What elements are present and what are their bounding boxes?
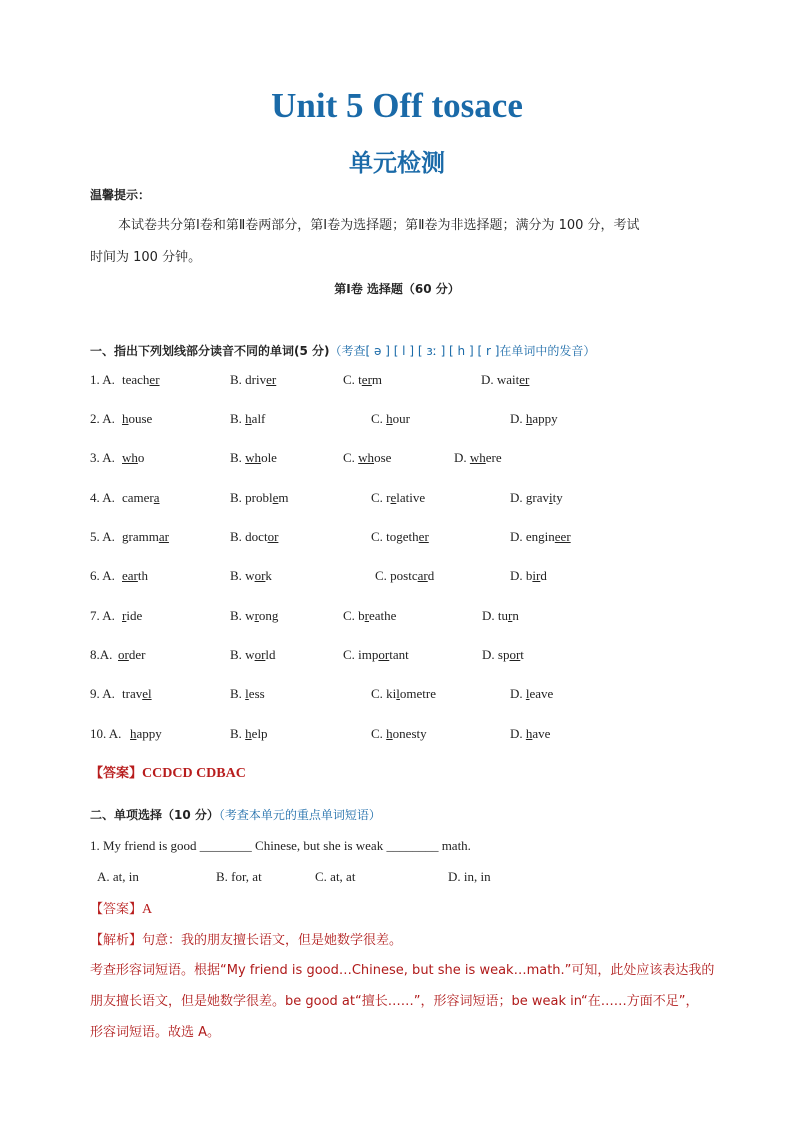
question-4-option-d [510, 489, 563, 507]
option-suffix: ty [552, 490, 563, 505]
option-suffix: ong [258, 608, 279, 623]
question-number: 7. A. [90, 608, 115, 623]
option-suffix: t [520, 647, 524, 662]
answer-label: 【答案】 [90, 766, 143, 781]
option-prefix: D. sp [482, 647, 510, 662]
section2-heading: 二、单项选择（10 分） [90, 808, 219, 822]
question-4-option-a [122, 489, 160, 507]
option-prefix: B. [230, 411, 246, 426]
question-7-option-b [230, 607, 278, 625]
underlined-letters: or [254, 647, 266, 662]
underlined-letters: or [267, 529, 279, 544]
question-6-option-c [375, 567, 434, 585]
option-suffix: k [265, 568, 272, 583]
option-suffix: ometre [399, 686, 437, 701]
underlined-letters: ar [417, 568, 428, 583]
option-prefix: D. grav [510, 490, 549, 505]
analysis-line-3: 朋友擅长语文，但是她数学很差。be good at“擅长……”，形容词短语；be weak in“在……方面不足”， [90, 994, 699, 1009]
option-prefix: B. w [230, 568, 255, 583]
page-title: Unit 5 Off tosace [271, 86, 523, 125]
option-prefix: C. [343, 450, 359, 465]
option-prefix: D. tu [482, 608, 508, 623]
underlined-letters: r [508, 608, 513, 623]
option-prefix: teach [122, 372, 150, 387]
option-prefix: B. [230, 686, 246, 701]
option-suffix: d [540, 568, 547, 583]
question-5-option-d [510, 528, 571, 546]
question-2-option-a [122, 410, 152, 428]
section2-question-1: 1. My friend is good ________ Chinese, but she is weak ________ math. [90, 838, 471, 853]
volume-heading: 第Ⅰ卷 选择题（60 分） [334, 282, 460, 296]
question-number: 2. A. [90, 411, 115, 426]
option-suffix: our [392, 411, 411, 426]
question-7-option-d [482, 607, 519, 625]
question-3-option-c [343, 449, 391, 467]
analysis-line-1-row [90, 931, 402, 950]
underlined-letters: wh [122, 450, 138, 465]
underlined-letters: er [519, 372, 530, 387]
underlined-letters: a [153, 490, 160, 505]
option-suffix: appy [532, 411, 558, 426]
underlined-letters: r [254, 608, 259, 623]
underlined-letters: or [118, 647, 129, 662]
option-suffix: m [278, 490, 289, 505]
question-1-option-d [481, 371, 529, 389]
option-prefix: C. [371, 726, 387, 741]
underlined-letters: wh [245, 450, 262, 465]
underlined-letters: er [149, 372, 160, 387]
option-prefix: B. w [230, 608, 255, 623]
option-suffix: onesty [392, 726, 427, 741]
question-10-option-a [130, 725, 162, 743]
underlined-letters: wh [469, 450, 486, 465]
section1-heading-row [90, 342, 595, 360]
option-suffix: ide [126, 608, 143, 623]
underlined-letters: h [525, 726, 533, 741]
option-suffix: d [427, 568, 435, 583]
question-6-option-a [122, 567, 148, 585]
option-prefix: C. togeth [371, 529, 419, 544]
option-suffix: eathe [369, 608, 397, 623]
question-9-option-a [122, 685, 152, 703]
question-9-option-c [371, 685, 436, 703]
question-number: 10. A. [90, 726, 122, 741]
question-10-option-b [230, 725, 268, 743]
section2-answer-label: 【答案】 [90, 902, 143, 917]
question-4-option-b [230, 489, 289, 507]
option-prefix: C. postc [375, 568, 418, 583]
option-prefix: C. t [343, 372, 362, 387]
section2-answer-row [90, 900, 152, 919]
option-prefix: D. [510, 686, 526, 701]
question-8-option-b [230, 646, 276, 664]
question-6-option-b [230, 567, 272, 585]
underlined-letters: h [386, 411, 393, 426]
option-prefix: D. [510, 726, 526, 741]
underlined-letters: er [361, 372, 372, 387]
section2-heading-row [90, 806, 381, 824]
underlined-letters: h [130, 726, 137, 741]
underlined-letters: h [525, 411, 533, 426]
option-prefix: B. w [230, 647, 255, 662]
question-number: 5. A. [90, 529, 115, 544]
underlined-letters: h [245, 411, 252, 426]
option-suffix: eave [529, 686, 554, 701]
option-prefix: camer [122, 490, 154, 505]
tips-heading: 温馨提示： [90, 188, 151, 202]
question-7-option-a [122, 607, 142, 625]
option-suffix: appy [136, 726, 162, 741]
underlined-letters: er [418, 529, 429, 544]
question-2-option-d [510, 410, 558, 428]
option-prefix: D. wait [481, 372, 520, 387]
question-3-option-d [454, 449, 502, 467]
option-suffix: tant [389, 647, 409, 662]
question-1-option-a [122, 371, 160, 389]
option-suffix: elp [251, 726, 268, 741]
tips-line-2: 时间为 100 分钟。 [90, 250, 202, 265]
underlined-letters: el [142, 686, 152, 701]
option-prefix: B. probl [230, 490, 273, 505]
option-prefix: C. [371, 411, 387, 426]
question-8-option-d [482, 646, 524, 664]
question-number: 9. A. [90, 686, 115, 701]
question-5-option-c [371, 528, 429, 546]
question-number: 8.A. [90, 647, 113, 662]
answer-text: CCDCD CDBAC [142, 766, 246, 781]
option-suffix: ere [485, 450, 502, 465]
option-prefix: B. doct [230, 529, 268, 544]
analysis-line-1: 句意：我的朋友擅长语文，但是她数学很差。 [142, 933, 403, 948]
underlined-letters: l [396, 686, 400, 701]
underlined-letters: i [549, 490, 553, 505]
section2-note: （考查本单元的重点单词短语） [218, 808, 381, 822]
option-suffix: ole [261, 450, 277, 465]
underlined-letters: l [245, 686, 249, 701]
underlined-letters: ear [122, 568, 138, 583]
question-2-option-c [371, 410, 410, 428]
question-6-option-d [510, 567, 547, 585]
analysis-label: 【解析】 [90, 933, 143, 948]
section1-note: （考查[ ə ] [ l ] [ ɜː ] [ h ] [ r ]在单词中的发音） [329, 344, 596, 358]
question-1-option-b [230, 371, 276, 389]
option-suffix: m [371, 372, 383, 387]
option-prefix: B. [230, 726, 246, 741]
question-3-option-b [230, 449, 277, 467]
question-9-option-b [230, 685, 265, 703]
question-number: 1. A. [90, 372, 115, 387]
option-suffix: ave [532, 726, 551, 741]
question-10-option-c [371, 725, 427, 743]
underlined-letters: or [378, 647, 390, 662]
option-suffix: der [128, 647, 146, 662]
analysis-line-2: 考查形容词短语。根据“My friend is good…Chinese, but she is weak…math.”可知，此处应该表达我的 [90, 963, 715, 978]
underlined-letters: or [509, 647, 521, 662]
section2-option-d: D. in, in [448, 869, 491, 884]
underlined-letters: or [254, 568, 266, 583]
section2-option-b: B. for, at [216, 869, 262, 884]
section2-option-c: C. at, at [315, 869, 356, 884]
option-prefix: C. ki [371, 686, 397, 701]
option-prefix: D. [454, 450, 470, 465]
underlined-letters: ar [158, 529, 169, 544]
question-number: 4. A. [90, 490, 115, 505]
section1-heading: 一、指出下列划线部分读音不同的单词(5 分) [90, 344, 330, 358]
underlined-letters: h [386, 726, 393, 741]
option-suffix: o [137, 450, 145, 465]
underlined-letters: r [122, 608, 127, 623]
option-prefix: trav [122, 686, 143, 701]
question-2-option-b [230, 410, 265, 428]
option-prefix: B. driv [230, 372, 267, 387]
option-suffix: ess [248, 686, 265, 701]
question-3-option-a [122, 449, 144, 467]
option-prefix: D. engin [510, 529, 555, 544]
underlined-letters: e [390, 490, 397, 505]
option-suffix: ose [374, 450, 392, 465]
question-1-option-c [343, 371, 382, 389]
question-number: 3. A. [90, 450, 115, 465]
section2-answer-text: A [142, 902, 153, 917]
option-prefix: C. imp [343, 647, 379, 662]
question-8-option-a [118, 646, 145, 664]
underlined-letters: er [266, 372, 277, 387]
question-number: 6. A. [90, 568, 115, 583]
section1-answer-row [90, 764, 246, 783]
option-prefix: B. [230, 450, 246, 465]
underlined-letters: h [122, 411, 129, 426]
question-10-option-d [510, 725, 550, 743]
underlined-letters: e [272, 490, 279, 505]
page-subtitle: 单元检测 [349, 149, 445, 177]
underlined-letters: wh [358, 450, 375, 465]
question-9-option-d [510, 685, 553, 703]
option-suffix: lative [396, 490, 426, 505]
underlined-letters: h [245, 726, 252, 741]
option-prefix: C. b [343, 608, 365, 623]
question-5-option-b [230, 528, 278, 546]
underlined-letters: l [525, 686, 530, 701]
option-suffix: n [512, 608, 519, 623]
option-prefix: D. [510, 411, 526, 426]
option-suffix: alf [251, 411, 266, 426]
underlined-letters: r [364, 608, 370, 623]
question-7-option-c [343, 607, 396, 625]
option-prefix: gramm [122, 529, 159, 544]
tips-line-1: 本试卷共分第Ⅰ卷和第Ⅱ卷两部分，第Ⅰ卷为选择题；第Ⅱ卷为非选择题；满分为 100 分，考试 [118, 218, 640, 233]
section2-option-a: A. at, in [97, 869, 139, 884]
option-suffix: ouse [128, 411, 153, 426]
analysis-line-4: 形容词短语。故选 A。 [90, 1025, 221, 1040]
option-prefix: C. r [371, 490, 391, 505]
question-4-option-c [371, 489, 425, 507]
question-5-option-a [122, 528, 169, 546]
option-suffix: th [137, 568, 148, 583]
underlined-letters: ir [532, 568, 541, 583]
question-8-option-c [343, 646, 409, 664]
option-prefix: D. b [510, 568, 533, 583]
underlined-letters: eer [554, 529, 571, 544]
option-suffix: ld [265, 647, 276, 662]
